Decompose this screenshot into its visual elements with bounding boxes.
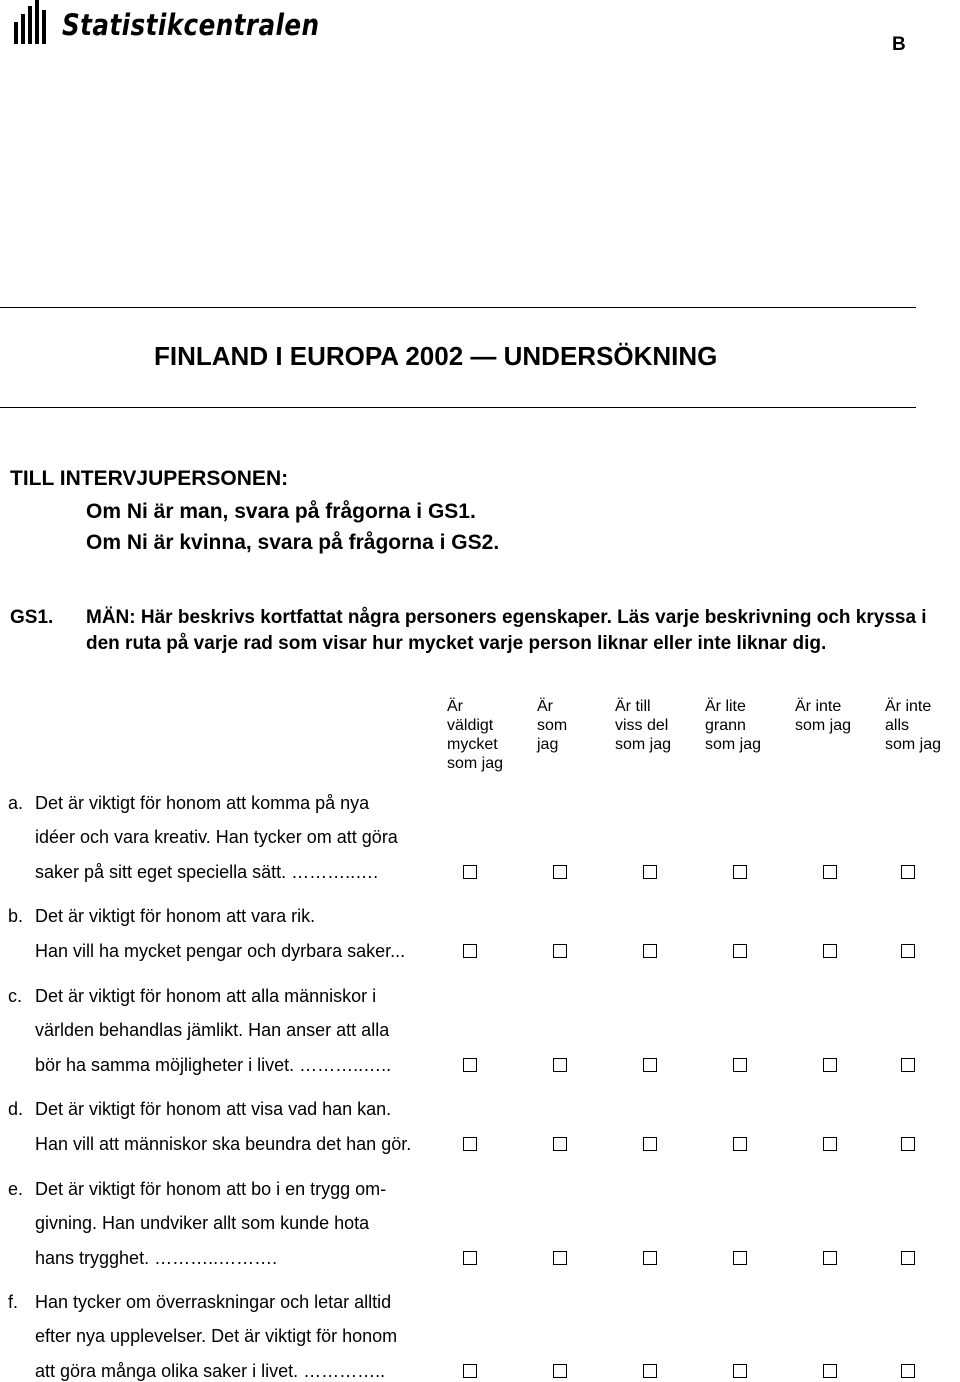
- response-checkbox[interactable]: [643, 1251, 657, 1265]
- response-checkbox[interactable]: [823, 1251, 837, 1265]
- item-text-line: Det är viktigt för honom att bo i en trygg om-: [35, 1179, 387, 1199]
- response-checkbox[interactable]: [823, 944, 837, 958]
- title-top-rule: [0, 307, 916, 308]
- response-checkbox[interactable]: [901, 1058, 915, 1072]
- response-checkbox[interactable]: [823, 865, 837, 879]
- response-checkbox[interactable]: [901, 1251, 915, 1265]
- response-checkbox[interactable]: [643, 1364, 657, 1378]
- form-code: B: [892, 34, 906, 55]
- item-text-line: saker på sitt eget speciella sätt. ………..….: [35, 862, 379, 882]
- item-text-line: givning. Han undviker allt som kunde hota: [35, 1213, 370, 1233]
- response-checkbox[interactable]: [553, 1058, 567, 1072]
- response-checkbox[interactable]: [733, 865, 747, 879]
- question-text: MÄN: Här beskrivs kortfattat några personers egenskaper. Läs varje beskrivning och kryssa i den ruta på varje rad som visar hur mycket varje person liknar eller inte liknar dig.: [86, 607, 927, 654]
- item-text-line: Han tycker om överraskningar och letar alltid: [35, 1292, 392, 1312]
- instructions-heading: TILL INTERVJUPERSONEN:: [10, 467, 289, 490]
- response-checkbox[interactable]: [823, 1364, 837, 1378]
- response-checkbox[interactable]: [643, 865, 657, 879]
- item-text-line: Det är viktigt för honom att visa vad han kan.: [35, 1099, 392, 1119]
- item-letter: a.: [8, 793, 24, 813]
- item-text-line: Han vill ha mycket pengar och dyrbara saker...: [35, 941, 406, 961]
- column-header: Är väldigt mycket som jag: [447, 698, 504, 772]
- response-checkbox[interactable]: [733, 944, 747, 958]
- response-checkbox[interactable]: [733, 1251, 747, 1265]
- response-checkbox[interactable]: [901, 1137, 915, 1151]
- response-checkbox[interactable]: [463, 1251, 477, 1265]
- response-checkbox[interactable]: [553, 865, 567, 879]
- page-title: FINLAND I EUROPA 2002 — UNDERSÖKNING: [154, 341, 718, 371]
- response-checkbox[interactable]: [463, 1058, 477, 1072]
- item-letter: b.: [8, 906, 24, 926]
- instruction-line: Om Ni är kvinna, svara på frågorna i GS2.: [86, 531, 500, 554]
- response-checkbox[interactable]: [463, 865, 477, 879]
- title-bottom-rule: [0, 407, 916, 408]
- response-checkbox[interactable]: [553, 1251, 567, 1265]
- response-checkbox[interactable]: [733, 1058, 747, 1072]
- column-header: Är inte alls som jag: [885, 698, 942, 753]
- statistikcentralen-logo-icon: [14, 0, 54, 48]
- item-letter: d.: [8, 1099, 24, 1119]
- response-checkbox[interactable]: [553, 944, 567, 958]
- response-checkbox[interactable]: [643, 1137, 657, 1151]
- response-checkbox[interactable]: [463, 1364, 477, 1378]
- response-checkbox[interactable]: [901, 944, 915, 958]
- response-checkbox[interactable]: [643, 1058, 657, 1072]
- column-header: Är lite grann som jag: [705, 698, 762, 753]
- item-text-line: bör ha samma möjligheter i livet. ………..…..: [35, 1055, 392, 1075]
- response-checkbox[interactable]: [553, 1137, 567, 1151]
- response-checkbox[interactable]: [901, 865, 915, 879]
- response-checkbox[interactable]: [643, 944, 657, 958]
- item-text-line: Det är viktigt för honom att alla människor i: [35, 986, 377, 1006]
- response-checkbox[interactable]: [463, 1137, 477, 1151]
- item-text-line: Han vill att människor ska beundra det han gör.: [35, 1134, 412, 1154]
- item-text-line: idéer och vara kreativ. Han tycker om att göra: [35, 827, 398, 847]
- item-letter: c.: [8, 986, 23, 1006]
- response-checkbox[interactable]: [823, 1058, 837, 1072]
- response-checkbox[interactable]: [733, 1137, 747, 1151]
- response-checkbox[interactable]: [463, 944, 477, 958]
- instruction-line: Om Ni är man, svara på frågorna i GS1.: [86, 500, 476, 523]
- item-letter: f.: [8, 1292, 19, 1312]
- question-number: GS1.: [10, 607, 54, 628]
- item-text-line: att göra många olika saker i livet. …………..: [35, 1361, 386, 1381]
- response-checkbox[interactable]: [553, 1364, 567, 1378]
- response-checkbox[interactable]: [823, 1137, 837, 1151]
- response-checkbox[interactable]: [901, 1364, 915, 1378]
- item-text-line: efter nya upplevelser. Det är viktigt för honom: [35, 1326, 398, 1346]
- item-text-line: Det är viktigt för honom att komma på nya: [35, 793, 370, 813]
- column-header: Är som jag: [537, 698, 568, 753]
- item-text-line: världen behandlas jämlikt. Han anser att alla: [35, 1020, 390, 1040]
- item-text-line: Det är viktigt för honom att vara rik.: [35, 906, 316, 926]
- logo-text: Statistikcentralen: [62, 8, 320, 42]
- column-header: Är inte som jag: [795, 698, 852, 734]
- column-header: Är till viss del som jag: [615, 698, 672, 753]
- response-checkbox[interactable]: [733, 1364, 747, 1378]
- item-letter: e.: [8, 1179, 24, 1199]
- item-text-line: hans trygghet. ………..……….: [35, 1248, 278, 1268]
